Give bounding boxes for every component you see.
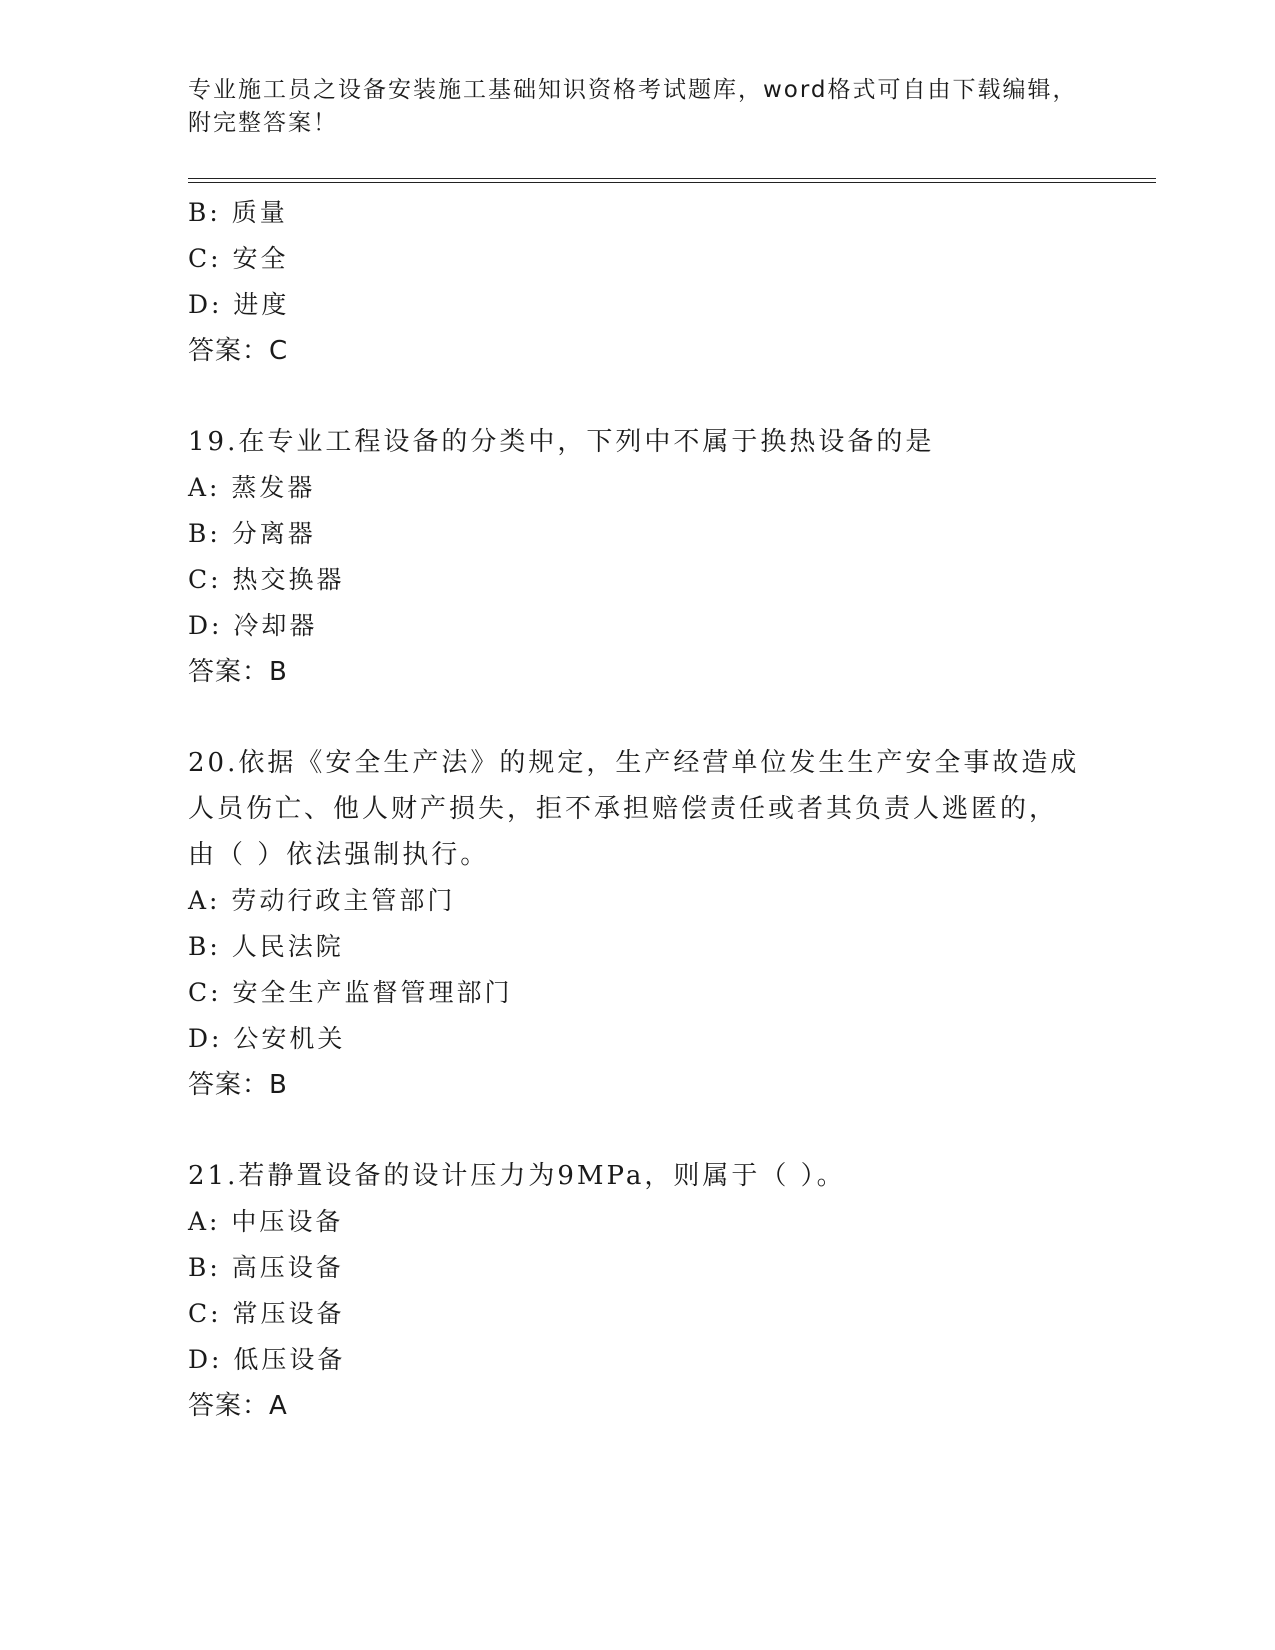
option-c: C: 安全: [188, 244, 289, 273]
option-d: D: 进度: [188, 290, 290, 319]
header-divider-top: [188, 178, 1156, 179]
option-a: A: 劳动行政主管部门: [188, 886, 456, 915]
header-line-1: 专业施工员之设备安装施工基础知识资格考试题库，word格式可自由下载编辑，: [188, 77, 1078, 103]
question-stem: 19.在专业工程设备的分类中，下列中不属于换热设备的是: [188, 427, 935, 457]
question-18-continuation: [188, 190, 1088, 374]
option-b: B: 分离器: [188, 519, 316, 548]
option-d: D: 公安机关: [188, 1024, 346, 1053]
question-19: [188, 419, 1088, 695]
option-a: A: 蒸发器: [188, 473, 316, 502]
option-d: D: 低压设备: [188, 1345, 346, 1374]
question-stem-line-2: 人员伤亡、他人财产损失，拒不承担赔偿责任或者其负责人逃匿的，: [188, 794, 1059, 824]
question-stem-line-3: 由（ ）依法强制执行。: [188, 840, 490, 870]
question-stem: 21.若静置设备的设计压力为9MPa，则属于（ ）。: [188, 1161, 846, 1191]
question-20: [188, 740, 1088, 1108]
option-c: C: 热交换器: [188, 565, 345, 594]
question-21: [188, 1153, 1088, 1429]
question-list: [188, 190, 1088, 1429]
option-c: C: 常压设备: [188, 1299, 345, 1328]
answer-line: 答案：C: [188, 336, 289, 366]
answer-line: 答案：B: [188, 657, 288, 687]
question-stem-line-1: 20.依据《安全生产法》的规定，生产经营单位发生生产安全事故造成: [188, 748, 1080, 778]
document-header: [188, 74, 1088, 140]
header-line-2: 附完整答案！: [188, 110, 338, 136]
option-b: B: 人民法院: [188, 932, 344, 961]
option-c: C: 安全生产监督管理部门: [188, 978, 513, 1007]
header-divider-bottom: [188, 182, 1156, 183]
answer-line: 答案：B: [188, 1070, 288, 1100]
answer-line: 答案：A: [188, 1391, 288, 1421]
option-b: B: 高压设备: [188, 1253, 344, 1282]
option-d: D: 冷却器: [188, 611, 318, 640]
option-a: A: 中压设备: [188, 1207, 344, 1236]
option-b: B: 质量: [188, 198, 288, 227]
